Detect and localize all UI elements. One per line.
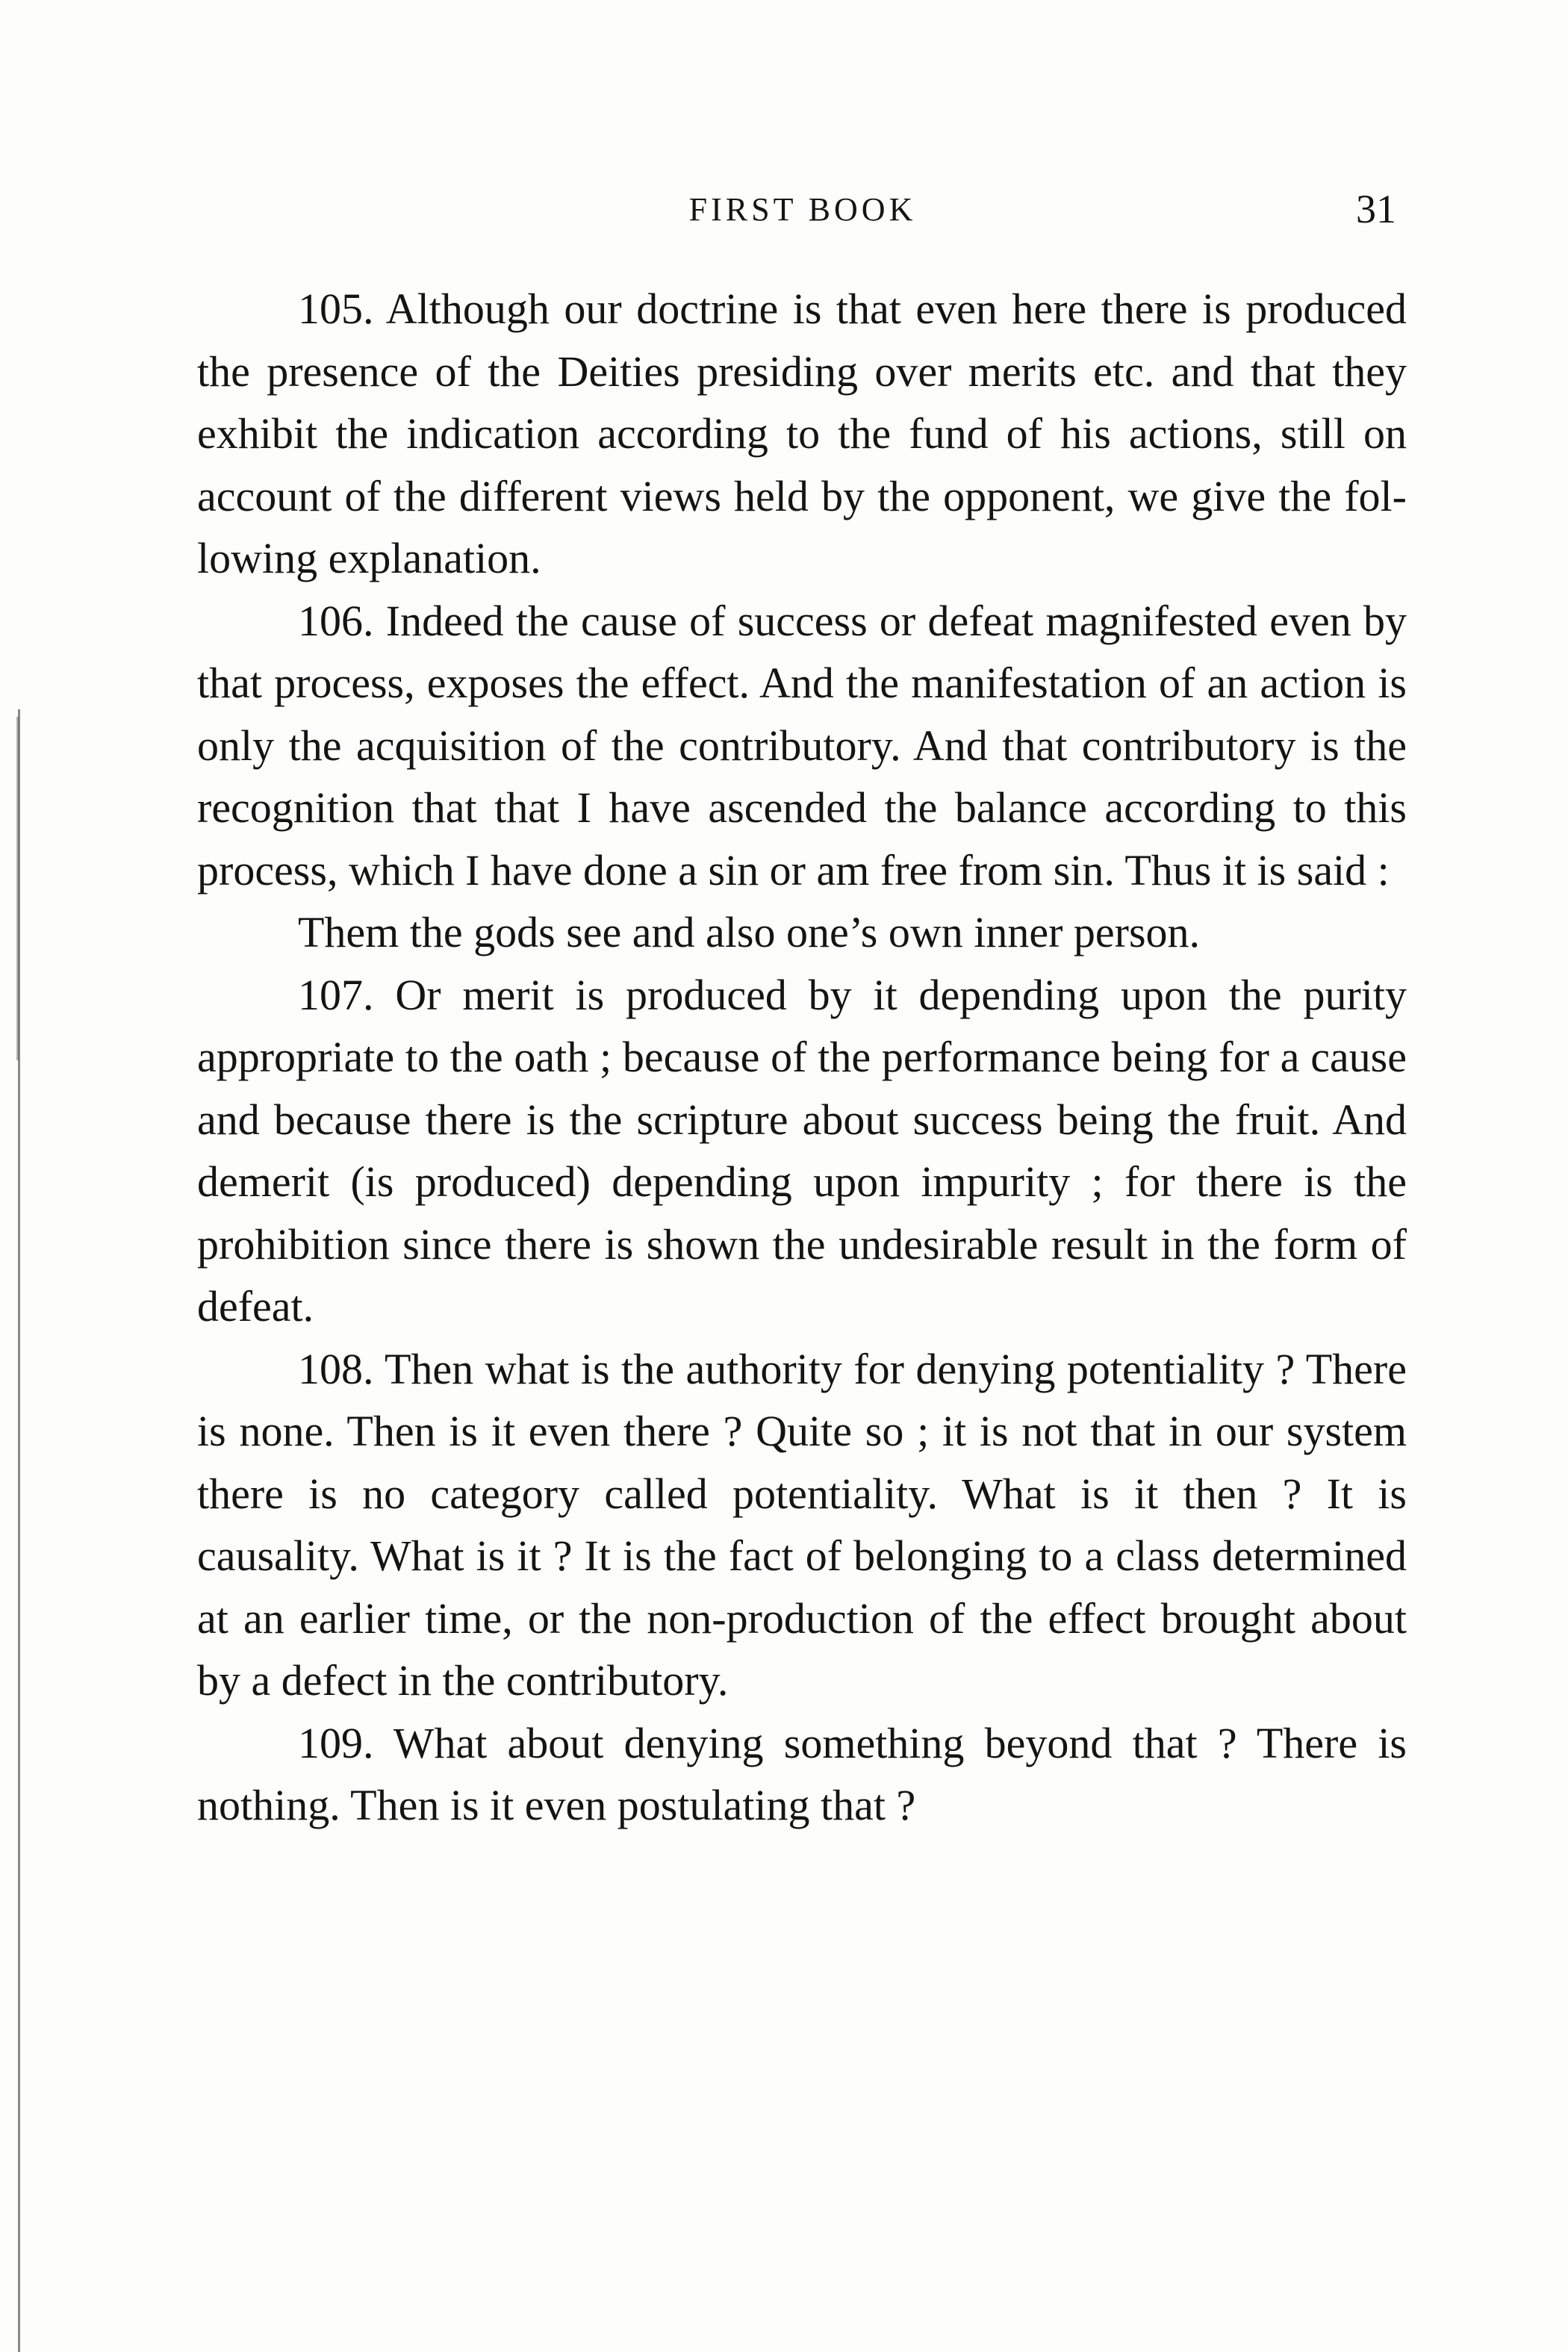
page-header [202,187,1404,235]
quoted-verse: Them the gods see and also one’s own inner person. [298,908,1201,956]
paragraph-109: 109. What about denying something beyond that ? There is nothing. Then is it even postulating that ? [197,1718,1407,1829]
body-text [197,278,1407,1837]
paragraph-106: 106. Indeed the cause of success or defeat magnifested even by that process, exposes the effect. And the manifestation of an action is only the acquisition of the contributory. And that contributory is the recognition that that I have ascended the balance according to this process, which I have done a sin or am free from sin. Thus it is said : [197,596,1407,895]
paragraph-107: 107. Or merit is produced by it depending upon the purity appropriate to the oath ; because of the performance being for a cause and because there is the scripture about success being the fruit. And demerit (is produced) depending upon impurity ; for there is the prohibition since there is shown the undesirable result in the form of defeat. [197,970,1407,1331]
paragraph-108: 108. Then what is the authority for denying potentiality ? There is none. Then is it even there ? Quite so ; it is not that in our system there is no category called potentiality. What is it then ? It is causality. What is it ? It is the fact of belonging to a class determined at an earlier time, or the non-production of the effect brought about by a defect in the contributory. [197,1344,1407,1705]
running-head: FIRST BOOK [688,191,917,228]
page-number: 31 [1356,187,1396,231]
paragraph-105: 105. Although our doctrine is that even here there is produced the presence of the Deities presiding over merits etc. and that they exhibit the indication according to the fund of his actions, still on account of the different views held by the opponent, we give the following explanation. [197,284,1407,582]
scan-margin-line-faint [16,717,19,1060]
